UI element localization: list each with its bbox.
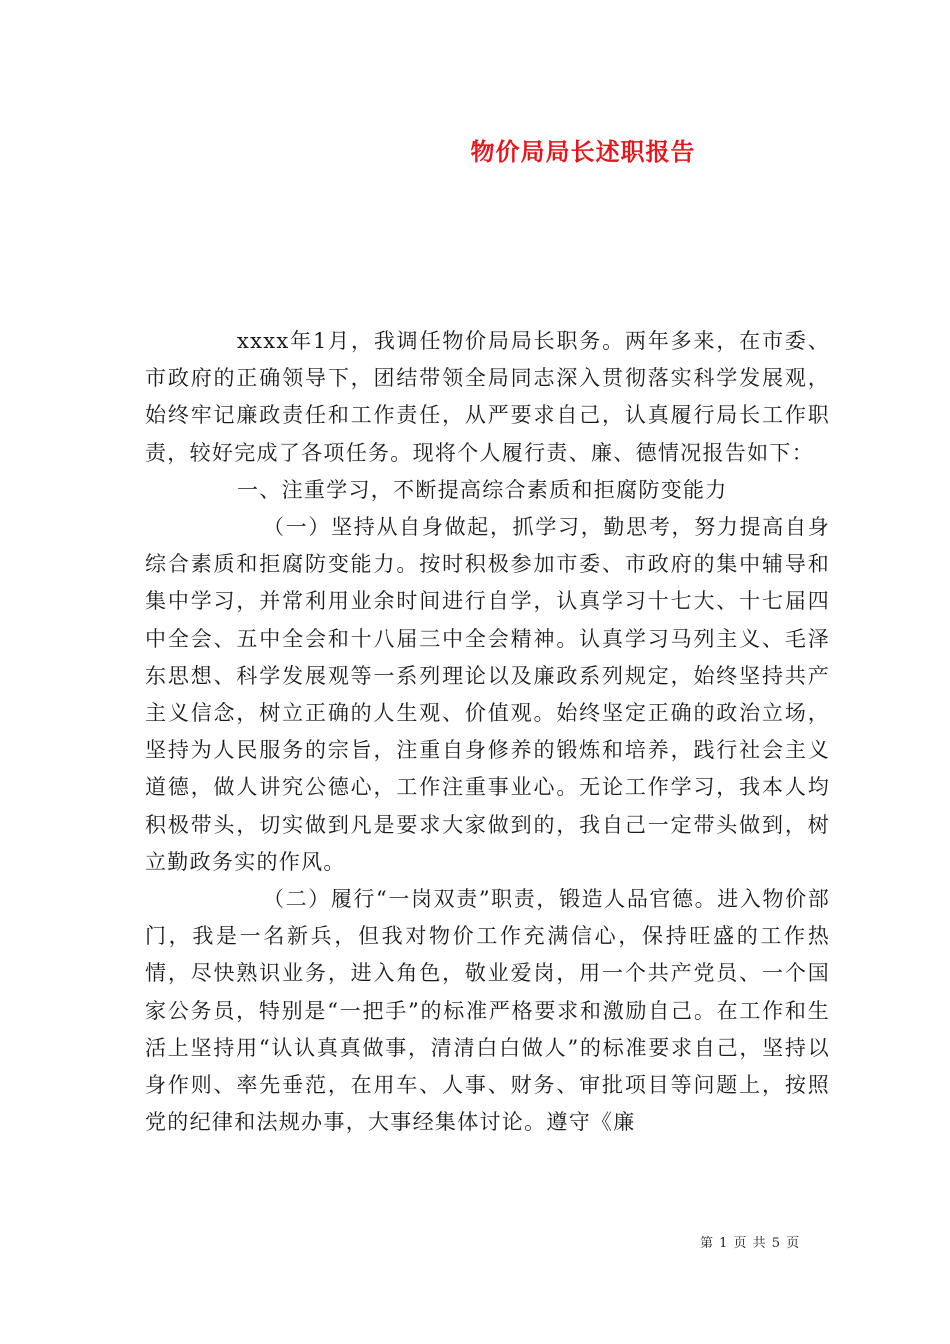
paragraph-section-1: （一）坚持从自身做起，抓学习，勤思考，努力提高自身综合素质和拒腐防变能力。按时积极参加市委、市政府的集中辅导和集中学习，并常利用业余时间进行自学，认真学习十七大、十七届四中全会、五中全会和十八届三中全会精神。认真学习马列主义、毛泽东思想、科学发展观等一系列理论以及廉政系列规定，始终坚持共产主义信念，树立正确的人生观、价值观。始终坚定正确的政治立场，坚持为人民服务的宗旨，注重自身修养的锻炼和培养，践行社会主义道德，做人讲究公德心，工作注重事业心。无论工作学习，我本人均积极带头，切实做到凡是要求大家做到的，我自己一定带头做到，树立勤政务实的作风。 xyxy=(145,515,830,874)
paragraph-section-2: （二）履行“一岗双责”职责，锻造人品官德。进入物价部门，我是一名新兵，但我对物价工作充满信心，保持旺盛的工作热情，尽快熟识业务，进入角色，敬业爱岗，用一个共产党员、一个国家公务员，特别是“一把手”的标准严格要求和激励自己。在工作和生活上坚持用“认认真真做事，清清白白做人”的标准要求自己，坚持以身作则、率先垂范，在用车、人事、财务、审批项目等问题上，按照党的纪律和法规办事，大事经集体讨论。遵守《廉 xyxy=(145,887,830,1135)
page-number: 第 1 页 共 5 页 xyxy=(700,1236,801,1251)
section-heading: 一、注重学习，不断提高综合素质和拒腐防变能力 xyxy=(237,477,728,502)
document-title: 物价局局长述职报告 xyxy=(470,137,696,166)
document-body xyxy=(145,323,830,1141)
paragraph-intro: xxxx年1月，我调任物价局局长职务。两年多来，在市委、市政府的正确领导下，团结带领全局同志深入贯彻落实科学发展观，始终牢记廉政责任和工作责任，从严要求自己，认真履行局长工作职责，较好完成了各项任务。现将个人履行责、廉、德情况报告如下： xyxy=(145,329,830,465)
